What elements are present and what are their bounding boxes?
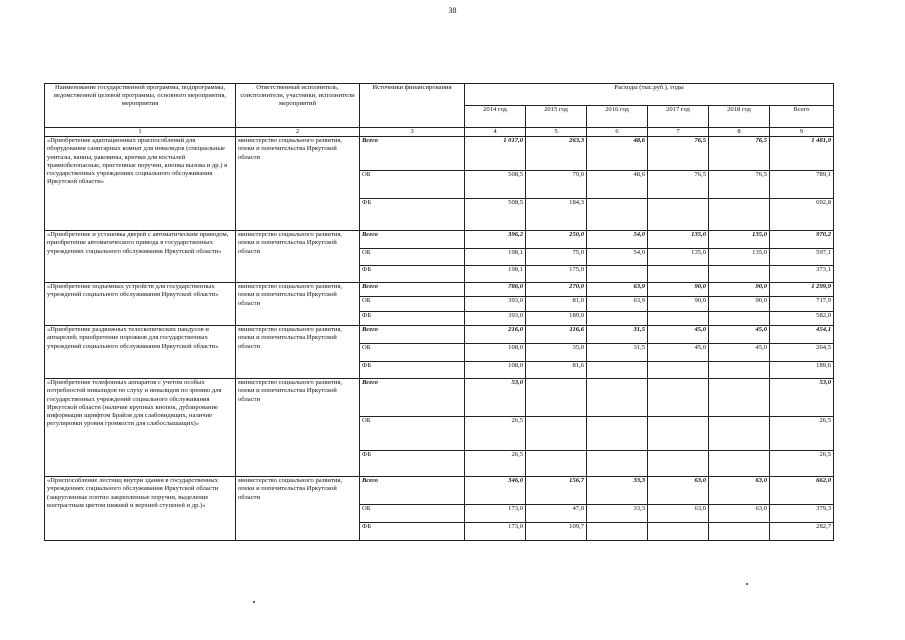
expense-value: 63,9 — [587, 297, 648, 312]
funding-source: ОБ — [360, 249, 465, 266]
expense-value: 33,3 — [587, 505, 648, 523]
funding-source: ФБ — [360, 266, 465, 283]
expense-value: 263,3 — [526, 137, 587, 171]
expense-value: 33,3 — [587, 477, 648, 505]
expense-value — [709, 451, 770, 477]
column-number: 2 — [236, 128, 360, 137]
responsible-executor: министерство социального развития, опеки и попечительства Иркутской области — [236, 379, 360, 477]
expense-value: 90,0 — [648, 283, 709, 297]
header-year: 2017 год — [648, 106, 709, 128]
funding-source: ОБ — [360, 297, 465, 312]
responsible-executor: министерство социального развития, опеки и попечительства Иркутской области — [236, 137, 360, 231]
expense-total: 454,1 — [770, 326, 834, 344]
expense-value — [587, 417, 648, 451]
expense-total: 264,5 — [770, 344, 834, 362]
expense-value: 198,1 — [465, 266, 526, 283]
funding-source: ОБ — [360, 417, 465, 451]
expense-value — [587, 266, 648, 283]
responsible-executor: министерство социального развития, опеки и попечительства Иркутской области — [236, 283, 360, 326]
header-year: 2014 год — [465, 106, 526, 128]
expense-value: 135,0 — [648, 249, 709, 266]
expense-total: 1 481,9 — [770, 137, 834, 171]
expense-value — [648, 451, 709, 477]
activity-name: «Приспособление лестниц внутри здания в государственных учреждениях социального обслуживания Иркутской области (закругленные плотно закрепленные поручни, выделение контрастным цветом нижней и верхней ступеней и др.)» — [45, 477, 236, 541]
expense-value: 63,0 — [648, 477, 709, 505]
expense-value: 250,0 — [526, 231, 587, 249]
funding-source: Всего — [360, 477, 465, 505]
expense-value: 63,0 — [709, 505, 770, 523]
expense-value: 116,6 — [526, 326, 587, 344]
expense-value: 54,0 — [587, 231, 648, 249]
expense-value — [587, 451, 648, 477]
expense-value — [709, 266, 770, 283]
expense-value — [709, 199, 770, 231]
expense-value: 508,5 — [465, 199, 526, 231]
expense-total: 189,6 — [770, 362, 834, 379]
expense-value: 45,0 — [709, 344, 770, 362]
header-year: 2018 год — [709, 106, 770, 128]
column-number: 7 — [648, 128, 709, 137]
funding-source: ФБ — [360, 312, 465, 326]
expense-total: 717,9 — [770, 297, 834, 312]
expense-value — [709, 312, 770, 326]
expense-total: 282,7 — [770, 523, 834, 541]
activity-name: «Приобретение и установка дверей с автоматическим приводом, приобретение автоматического привода в государственных учреждениях социального обслуживания Иркутской области» — [45, 231, 236, 283]
expense-value — [587, 312, 648, 326]
header-year: 2015 год — [526, 106, 587, 128]
funding-source: Всего — [360, 137, 465, 171]
expense-value: 35,0 — [526, 344, 587, 362]
expense-value: 90,0 — [709, 297, 770, 312]
funding-source: ОБ — [360, 505, 465, 523]
expense-value — [709, 523, 770, 541]
activity-name: «Приобретение адаптационных приспособлений для оборудования санитарных комнат для инвалидов (специальные унитазы, ванны, раковины, крючки для костылей травмобезопасные, пристенные поручни, кнопка вызова и др.) в государственных учреждениях социального обслуживания Иркутской области» — [45, 137, 236, 231]
expense-value — [648, 312, 709, 326]
expense-value: 90,0 — [648, 297, 709, 312]
expense-value: 26,5 — [465, 451, 526, 477]
expense-value: 393,0 — [465, 297, 526, 312]
expense-value: 76,5 — [648, 137, 709, 171]
expense-value: 393,0 — [465, 312, 526, 326]
expense-value — [648, 417, 709, 451]
header-year: 2016 год — [587, 106, 648, 128]
header-name: Наименование государственной программы, подпрограммы, ведомственной целевой программы, основного мероприятия, мероприятия — [45, 84, 236, 128]
expense-value: 786,0 — [465, 283, 526, 297]
expense-total: 1 299,9 — [770, 283, 834, 297]
expense-value: 108,0 — [465, 362, 526, 379]
page-number: 38 — [448, 6, 457, 15]
funding-source: ФБ — [360, 199, 465, 231]
expense-value: 75,0 — [526, 249, 587, 266]
responsible-executor: министерство социального развития, опеки и попечительства Иркутской области — [236, 231, 360, 283]
expense-value: 135,0 — [709, 231, 770, 249]
responsible-executor: министерство социального развития, опеки и попечительства Иркутской области — [236, 477, 360, 541]
expense-value — [587, 362, 648, 379]
expense-value — [526, 379, 587, 417]
expense-value — [709, 417, 770, 451]
expense-value — [526, 417, 587, 451]
expense-value — [526, 451, 587, 477]
expense-value: 48,6 — [587, 137, 648, 171]
expense-value: 45,0 — [709, 326, 770, 344]
expense-value: 508,5 — [465, 171, 526, 199]
column-number: 6 — [587, 128, 648, 137]
column-number: 8 — [709, 128, 770, 137]
expense-value — [648, 362, 709, 379]
column-number: 9 — [770, 128, 834, 137]
column-number: 4 — [465, 128, 526, 137]
activity-name: «Приобретение подъемных устройств для государственных учреждений социального обслуживания Иркутской области» — [45, 283, 236, 326]
expense-total: 582,0 — [770, 312, 834, 326]
funding-source: ФБ — [360, 451, 465, 477]
expense-value: 63,0 — [648, 505, 709, 523]
expense-value: 346,0 — [465, 477, 526, 505]
expense-total: 789,1 — [770, 171, 834, 199]
expense-value — [587, 379, 648, 417]
expense-value — [709, 362, 770, 379]
funding-source: Всего — [360, 283, 465, 297]
header-responsible: Ответственный исполнитель, соисполнители, участники, исполнители мероприятий — [236, 84, 360, 128]
expense-total: 26,5 — [770, 451, 834, 477]
expense-value: 216,0 — [465, 326, 526, 344]
expense-value — [648, 523, 709, 541]
expense-value: 76,5 — [709, 171, 770, 199]
funding-source: Всего — [360, 231, 465, 249]
expense-value: 270,0 — [526, 283, 587, 297]
table-row — [45, 137, 834, 171]
expense-value: 173,0 — [465, 505, 526, 523]
expense-value — [587, 199, 648, 231]
table-row — [45, 283, 834, 297]
expense-value: 63,9 — [587, 283, 648, 297]
scan-speck — [253, 601, 255, 603]
activity-name: «Приобретение раздвижных телескопических пандусов и аппарелей; приобретение порожков для государственных учреждений социального обслуживания Иркутской области» — [45, 326, 236, 379]
expense-value: 156,7 — [526, 477, 587, 505]
expense-value: 175,0 — [526, 266, 587, 283]
expense-value: 54,0 — [587, 249, 648, 266]
expense-value: 76,5 — [648, 171, 709, 199]
expense-total: 597,1 — [770, 249, 834, 266]
expense-value: 31,5 — [587, 326, 648, 344]
table-row — [45, 379, 834, 417]
expense-value: 189,0 — [526, 312, 587, 326]
expense-value — [648, 199, 709, 231]
funding-source: ФБ — [360, 523, 465, 541]
expense-value: 31,5 — [587, 344, 648, 362]
expense-value: 47,0 — [526, 505, 587, 523]
expense-value: 26,5 — [465, 417, 526, 451]
responsible-executor: министерство социального развития, опеки и попечительства Иркутской области — [236, 326, 360, 379]
funding-source: ФБ — [360, 362, 465, 379]
funding-source: ОБ — [360, 344, 465, 362]
table-body — [45, 137, 834, 541]
expense-value: 1 017,0 — [465, 137, 526, 171]
expense-value: 198,1 — [465, 249, 526, 266]
expense-value: 173,0 — [465, 523, 526, 541]
expense-value: 396,2 — [465, 231, 526, 249]
expense-value: 79,0 — [526, 171, 587, 199]
table-row — [45, 231, 834, 249]
expense-value: 108,0 — [465, 344, 526, 362]
header-expenses: Расходы (тыс.руб.), годы — [465, 84, 834, 106]
expense-value: 184,3 — [526, 199, 587, 231]
expense-value — [648, 379, 709, 417]
expense-total: 373,1 — [770, 266, 834, 283]
funding-source: Всего — [360, 379, 465, 417]
expense-total: 26,5 — [770, 417, 834, 451]
scan-speck — [746, 583, 748, 585]
expense-total: 53,0 — [770, 379, 834, 417]
funding-source: ОБ — [360, 171, 465, 199]
expense-total: 662,0 — [770, 477, 834, 505]
expense-value: 53,0 — [465, 379, 526, 417]
expense-value: 135,0 — [648, 231, 709, 249]
table-row — [45, 326, 834, 344]
expense-value: 48,6 — [587, 171, 648, 199]
expense-value — [648, 266, 709, 283]
expense-value — [587, 523, 648, 541]
column-number: 1 — [45, 128, 236, 137]
expense-total: 379,3 — [770, 505, 834, 523]
expense-value: 63,0 — [709, 477, 770, 505]
budget-table — [44, 83, 834, 541]
header-source: Источники финансирования — [360, 84, 465, 128]
table-row — [45, 477, 834, 505]
expense-value: 45,0 — [648, 326, 709, 344]
expense-value: 90,0 — [709, 283, 770, 297]
expense-total: 970,2 — [770, 231, 834, 249]
expense-value: 109,7 — [526, 523, 587, 541]
expense-value: 81,6 — [526, 362, 587, 379]
expense-value — [709, 379, 770, 417]
expense-value: 135,0 — [709, 249, 770, 266]
activity-name: «Приобретение телефонных аппаратов с учетом особых потребностей инвалидов по слуху и инвалидов по зрению для государственных учреждений социального обслуживания Иркутской области (наличие крупных кнопок, дублирование информации шрифтом Брайля для слабовидящих, наличие регулировки уровня громкости для слабослышащих)» — [45, 379, 236, 477]
column-number: 5 — [526, 128, 587, 137]
expense-total: 692,8 — [770, 199, 834, 231]
expense-value: 81,0 — [526, 297, 587, 312]
funding-source: Всего — [360, 326, 465, 344]
expense-value: 76,5 — [709, 137, 770, 171]
column-numbers-row — [45, 128, 834, 137]
header-total: Всего — [770, 106, 834, 128]
expense-value: 45,0 — [648, 344, 709, 362]
column-number: 3 — [360, 128, 465, 137]
